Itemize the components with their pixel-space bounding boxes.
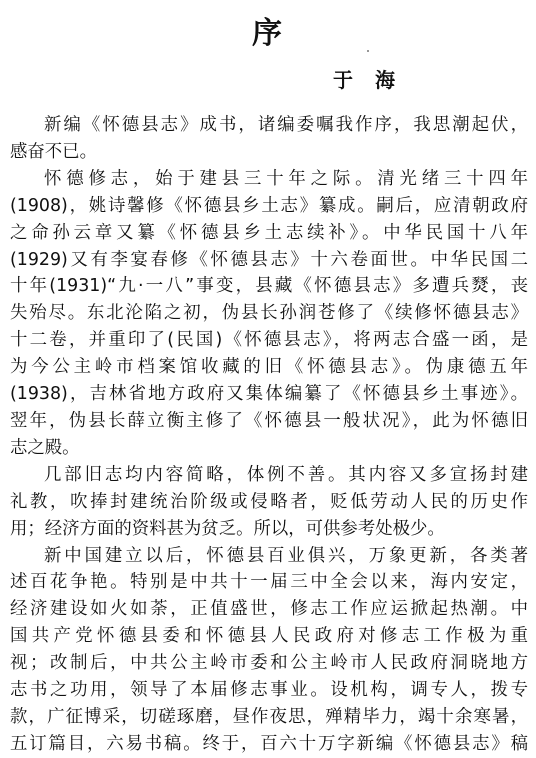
text-line: 新中国建立以后，怀德县百业俱兴，万象更新，各类著	[44, 545, 528, 566]
paragraph	[10, 543, 528, 758]
text-line: (1908)，姚诗馨修《怀德县乡土志》纂成。嗣后，应清朝政府	[10, 195, 528, 216]
text-line: 礼教，吹捧封建统治阶级或侵略者，贬低劳动人民的历史作	[10, 491, 528, 512]
print-speck	[367, 50, 369, 52]
text-line: 十二卷，并重印了(民国)《怀德县志》，将两志合盛一函，是	[10, 330, 528, 351]
page-title: 序	[252, 16, 284, 51]
text-line: 款，广征博采，切磋琢磨，昼作夜思，殚精毕力，竭十余寒暑，	[10, 706, 528, 727]
text-line: 十年(1931)“九·一八”事变，县藏《怀德县志》多遭兵燹，丧	[10, 276, 528, 297]
text-line: (1929)又有李宴春修《怀德县志》十六卷面世。中华民国二	[10, 249, 528, 270]
text-line: 怀德修志，始于建县三十年之际。清光绪三十四年	[44, 168, 528, 189]
text-line: 感奋不已。	[10, 141, 97, 162]
author-name	[333, 64, 395, 93]
text-line: 经济建设如火如荼，正值盛世，修志工作应运掀起热潮。中	[10, 599, 528, 620]
text-line: 志之殿。	[10, 437, 80, 458]
text-line: 新编《怀德县志》成书，诸编委嘱我作序，我思潮起伏，	[44, 115, 528, 135]
text-line: 失殆尽。东北沦陷之初，伪县长孙润苍修了《续修怀德县志》	[10, 303, 528, 324]
text-line: 五订篇目，六易书稿。终于，百六十万字新编《怀德县志》稿	[10, 733, 528, 754]
paragraph	[10, 112, 528, 166]
text-line: 视；改制后，中共公主岭市委和公主岭市人民政府洞晓地方	[10, 653, 528, 674]
text-line: 几部旧志均内容简略，体例不善。其内容又多宣扬封建	[44, 464, 528, 485]
text-line: 用；经济方面的资料甚为贫乏。所以，可供参考处极少。	[10, 518, 445, 539]
text-line: 为今公主岭市档案馆收藏的旧《怀德县志》。伪康德五年	[10, 357, 528, 378]
paragraph	[10, 166, 528, 462]
text-line: (1938)，吉林省地方政府又集体编纂了《怀德县乡土事迹》。	[10, 384, 528, 405]
preface-body	[10, 112, 528, 758]
author-given: 于	[333, 68, 353, 92]
text-line: 述百花争艳。特别是中共十一届三中全会以来，海内安定，	[10, 572, 528, 593]
text-line: 志书之功用，领导了本届修志事业。设机构，调专人，拨专	[10, 680, 528, 701]
author-family: 海	[375, 68, 395, 92]
text-line: 之命孙云章又纂《怀德县乡土志续补》。中华民国十八年	[10, 222, 528, 243]
paragraph	[10, 462, 528, 543]
text-line: 翌年，伪县长薛立衡主修了《怀德县一般状况》，此为怀德旧	[10, 410, 528, 431]
text-line: 国共产党怀德县委和怀德县人民政府对修志工作极为重	[10, 626, 528, 647]
